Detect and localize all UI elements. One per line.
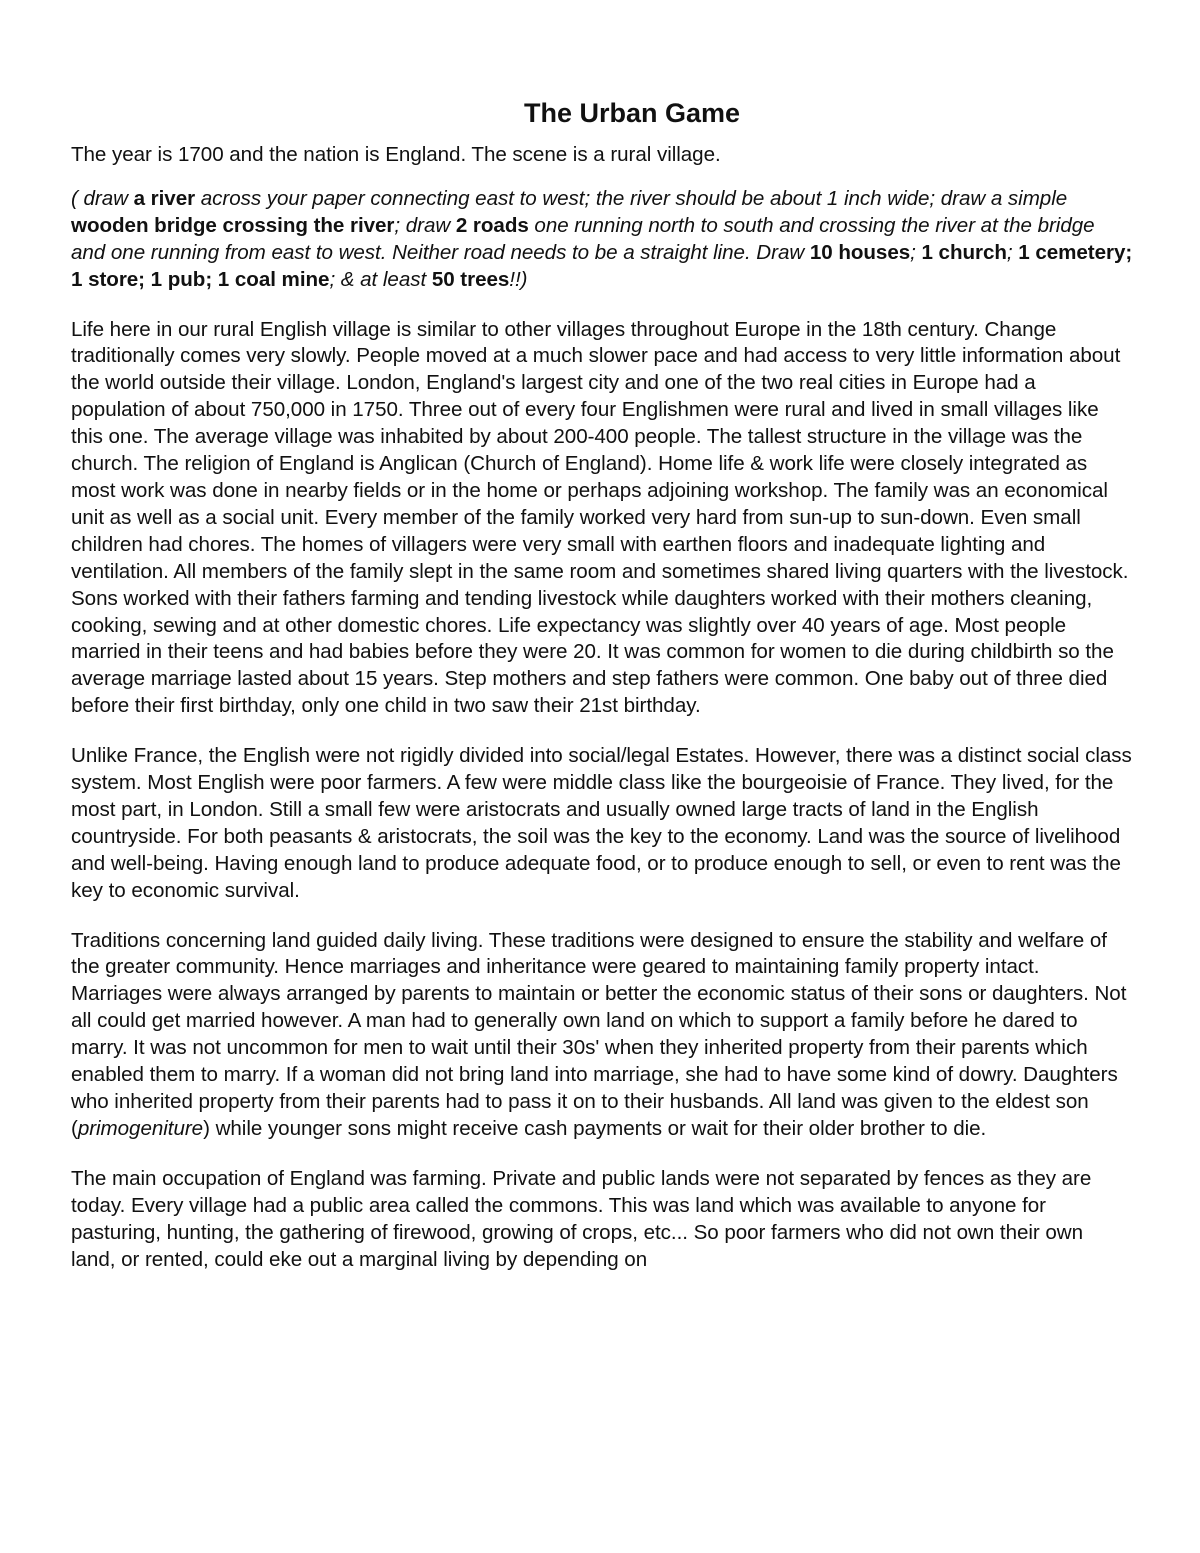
instr-bold: 1 church [921, 240, 1007, 264]
instr-text: ; draw [394, 213, 456, 237]
instr-text: !!) [509, 267, 528, 291]
instr-text: ; & at least [329, 267, 432, 291]
instr-text: ; [1006, 240, 1019, 264]
occupation-paragraph: The main occupation of England was farming. Private and public lands were not separated by fences as they are today. Every village had a public area called the commons. This was land which was available to anyone for pasturing, hunting, the gathering of firewood, growing of crops, etc... So poor farmers who did not own their own land, or rented, could eke out a marginal living by depending on [71, 1166, 1092, 1271]
instr-bold: wooden bridge crossing the river [71, 213, 395, 237]
intro-paragraph: The year is 1700 and the nation is England. The scene is a rural village. [71, 143, 721, 166]
life-paragraph: Life here in our rural English village is similar to other villages throughout Europe in the 18th century. Change traditionally comes very slowly. People moved at a much slower pace and had access to very little information about the world outside their village. London, England's largest city and one of the two real cities in Europe had a population of about 750,000 in 1750. Three out of every four Englishmen were rural and lived in small villages like this one. The average village was inhabited by about 200-400 people. The tallest structure in the village was the church. The religion of England is Anglican (Church of England). Home life & work life were closely integrated as most work was done in nearby fields or in the home or perhaps adjoining workshop. The family was an economical unit as well as a social unit. Every member of the family worked very hard from sun-up to sun-down. Even small children had chores. The homes of villagers were very small with earthen floors and inadequate lighting and ventilation. All members of the family slept in the same room and sometimes shared living quarters with the livestock. Sons worked with their fathers farming and tending livestock while daughters worked with their mothers cleaning, cooking, sewing and at other domestic chores. Life expectancy was slightly over 40 years of age. Most people married in their teens and had babies before they were 20. It was common for women to die during childbirth so the average marriage lasted about 15 years. Step mothers and step fathers were common. One baby out of three died before their first birthday, only one child in two saw their 21st birthday. [71, 317, 1129, 718]
instr-bold: a river [133, 186, 196, 210]
instr-bold: 50 trees [431, 267, 510, 291]
page-title: The Urban Game [523, 98, 741, 128]
drawing-instructions [71, 186, 1133, 294]
instr-text: across your paper connecting east to west; the river should be about 1 inch wide; draw a simple [195, 186, 1068, 210]
instr-bold: 2 roads [455, 213, 529, 237]
instr-bold: 1 cemetery; 1 store; 1 pub; 1 coal mine [71, 240, 1133, 291]
document-page [71, 96, 1133, 1273]
instr-text: ( draw [71, 186, 134, 210]
primogeniture-term: primogeniture [77, 1116, 204, 1140]
class-paragraph: Unlike France, the English were not rigidly divided into social/legal Estates. However, there was a distinct social class system. Most English were poor farmers. A few were middle class like the bourgeoisie of France. They lived, for the most part, in London. Still a small few were aristocrats and usually owned large tracts of land in the English countryside. For both peasants & aristocrats, the soil was the key to the economy. Land was the source of livelihood and well-being. Having enough land to produce adequate food, or to produce enough to sell, or even to rent was the key to economic survival. [71, 744, 1132, 902]
instr-text: ; [910, 240, 922, 264]
traditions-text: ) while younger sons might receive cash payments or wait for their older brother to die. [203, 1116, 987, 1140]
traditions-paragraph [71, 928, 1133, 1143]
instr-bold: 10 houses [809, 240, 911, 264]
traditions-text: Traditions concerning land guided daily living. These traditions were designed to ensure the stability and welfare of the greater community. Hence marriages and inheritance were geared to maintaining family property intact. Marriages were always arranged by parents to maintain or better the economic status of their sons or daughters. Not all could get married however. A man had to generally own land on which to support a family before he dared to marry. It was not uncommon for men to wait until their 30s' when they inherited property from their parents which enabled them to marry. If a woman did not bring land into marriage, she had to have some kind of dowry. Daughters who inherited property from their parents had to pass it on to their husbands. All land was given to the eldest son ( [71, 928, 1127, 1140]
instr-text: one running north to south and crossing the river at the bridge and one running from east to west. Neither road needs to be a straight line. Draw [71, 213, 1095, 264]
